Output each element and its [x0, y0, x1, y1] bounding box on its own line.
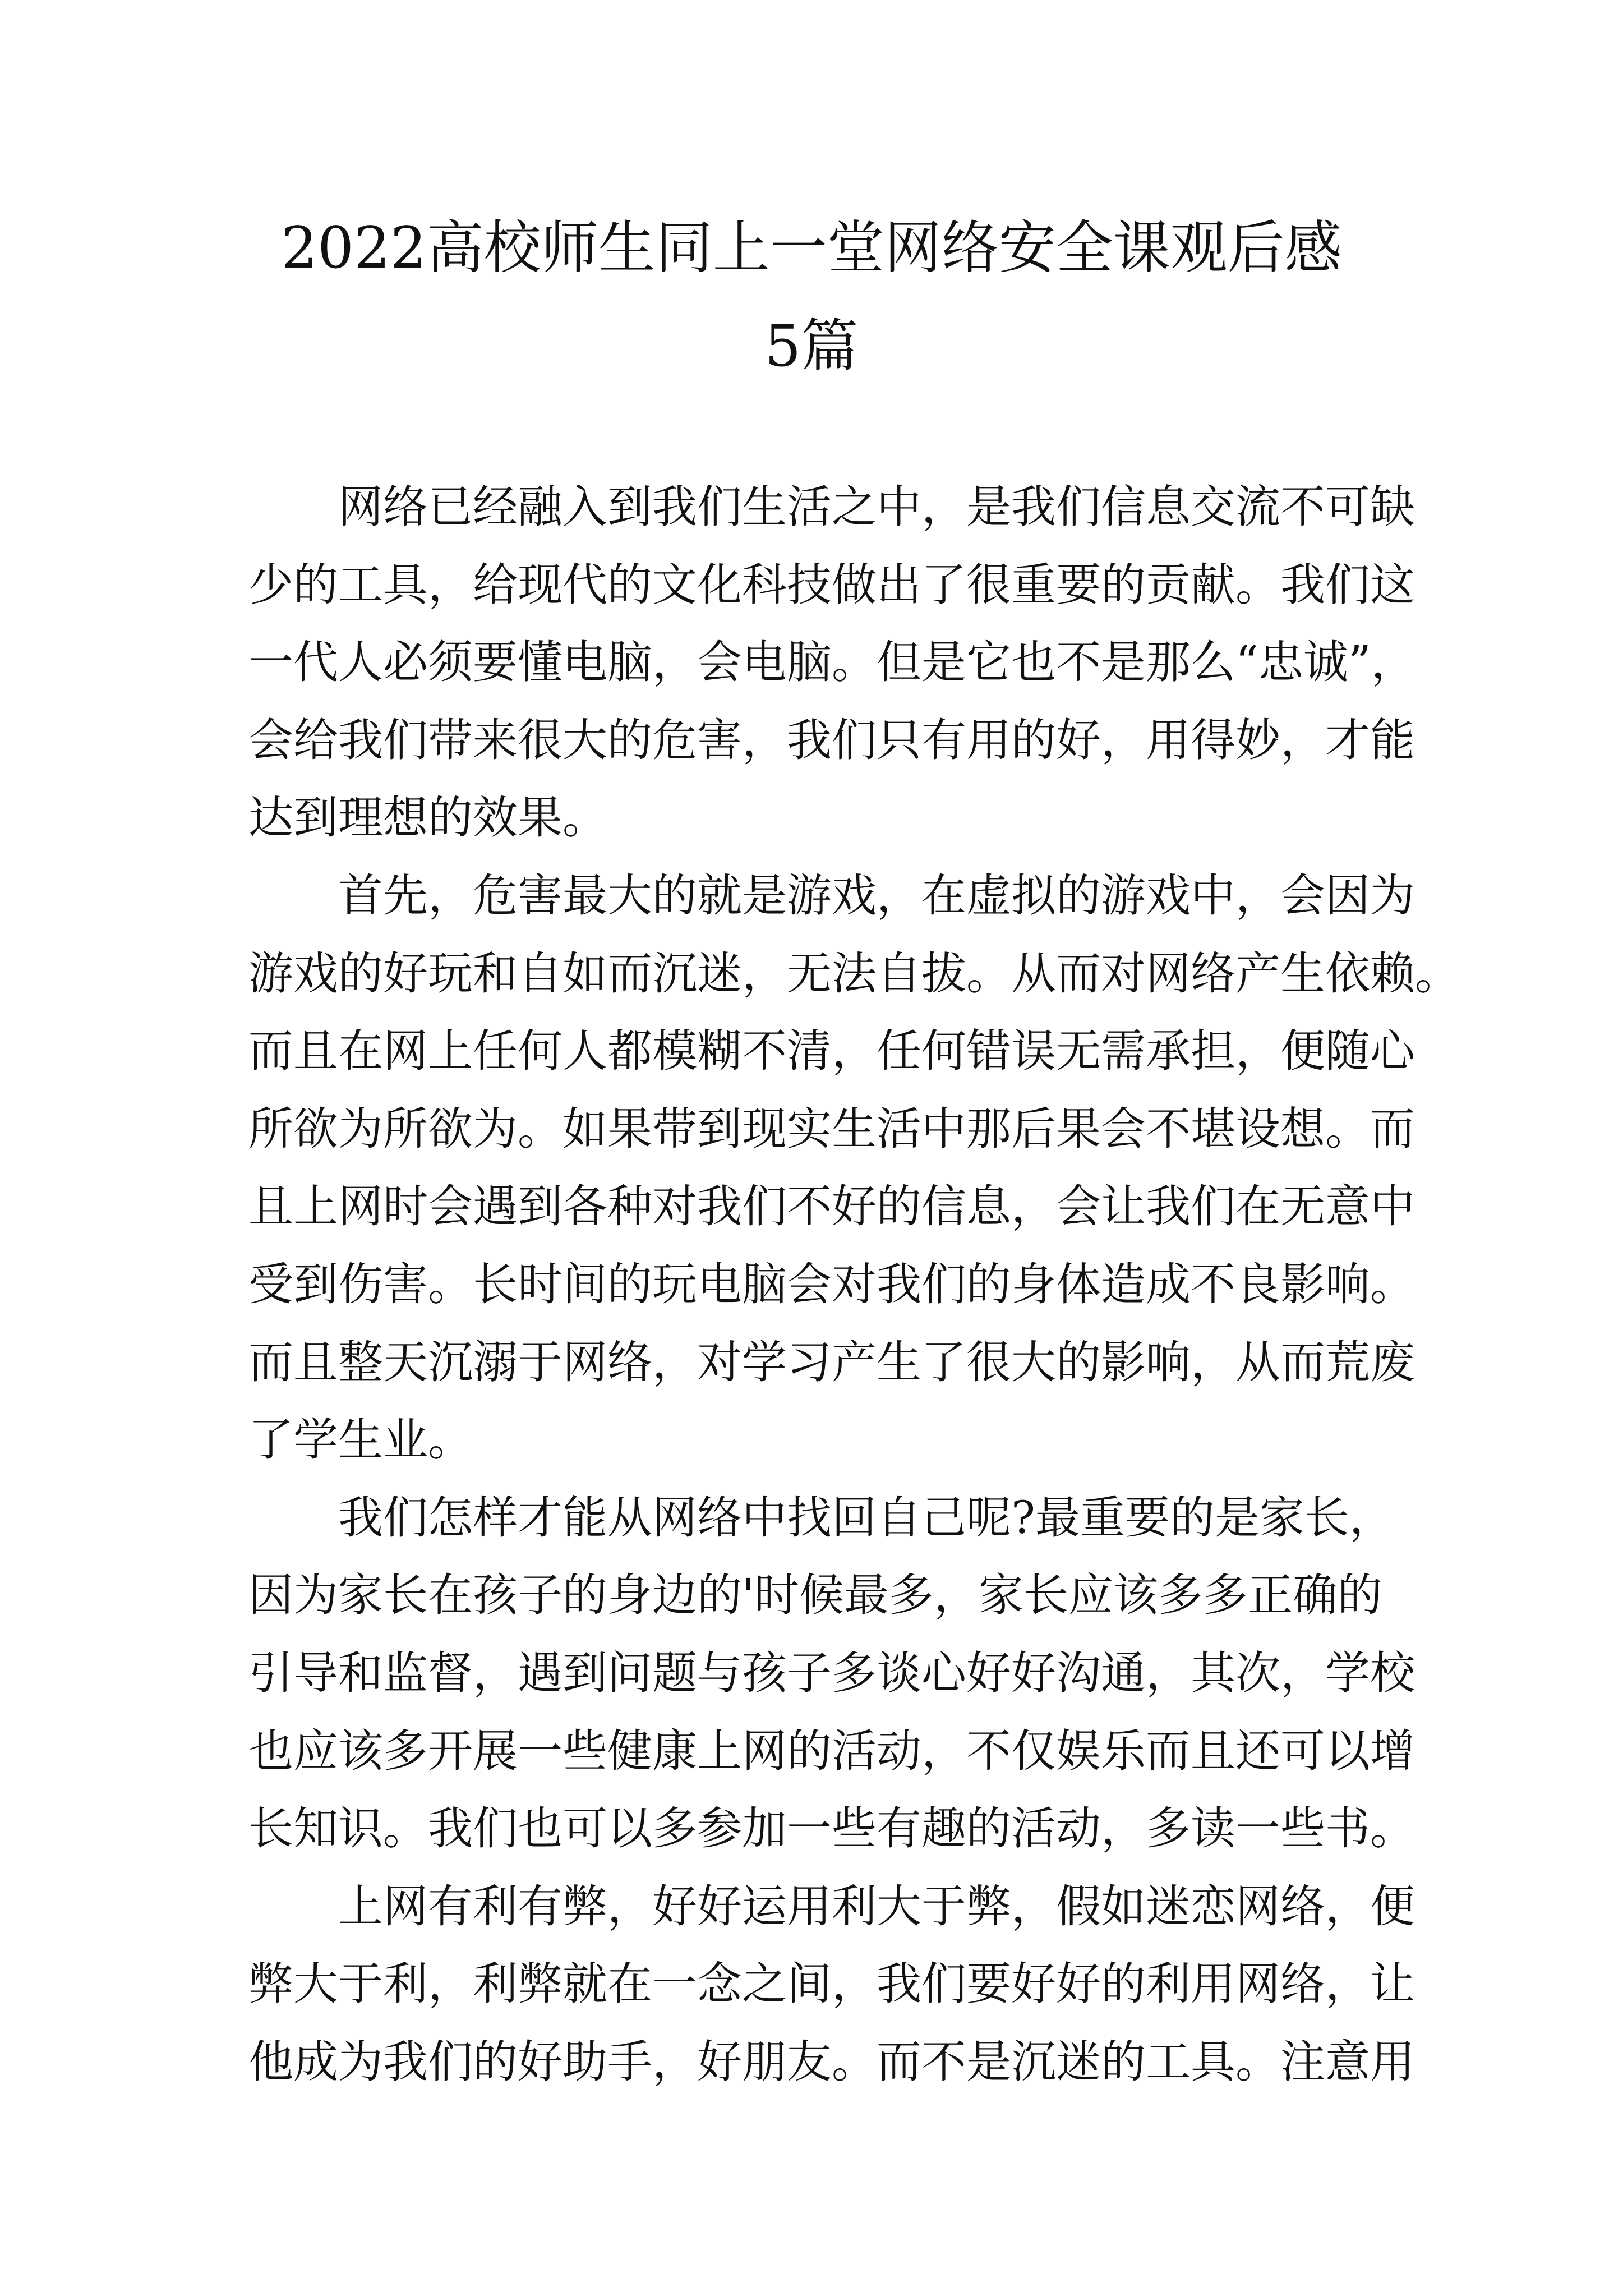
paragraph-line: 而且整天沉溺于网络，对学习产生了很大的影响，从而荒废 — [248, 1336, 1415, 1388]
paragraph-2 — [248, 857, 1460, 1479]
paragraph-line: 也应该多开展一些健康上网的活动，不仅娱乐而且还可以增 — [248, 1724, 1415, 1777]
paragraph-line: 且上网时会遇到各种对我们不好的信息，会让我们在无意中 — [248, 1180, 1415, 1233]
paragraph-line: 一代人必须要懂电脑，会电脑。但是它也不是那么“忠诚”， — [248, 636, 1416, 689]
paragraph-line: 所欲为所欲为。如果带到现实生活中那后果会不堪设想。而 — [248, 1102, 1415, 1155]
paragraph-line: 长知识。我们也可以多参加一些有趣的活动，多读一些书。 — [248, 1802, 1415, 1855]
title-line-2: 5篇 — [764, 313, 859, 380]
paragraph-4 — [248, 1868, 1415, 2101]
paragraph-line: 因为家长在孩子的身边的'时候最多，家长应该多多正确的 — [248, 1569, 1382, 1622]
paragraph-3 — [248, 1479, 1415, 1868]
document-body — [248, 468, 1460, 2101]
paragraph-line: 我们怎样才能从网络中找回自己呢?最重要的是家长， — [338, 1491, 1394, 1544]
paragraph-line: 达到理想的效果。 — [248, 792, 607, 844]
paragraph-line: 上网有利有弊，好好运用利大于弊，假如迷恋网络，便 — [338, 1880, 1415, 1932]
paragraph-line: 少的工具，给现代的文化科技做出了很重要的贡献。我们这 — [248, 558, 1415, 611]
paragraph-line: 会给我们带来很大的危害，我们只有用的好，用得妙，才能 — [248, 714, 1415, 766]
page-title — [236, 199, 1387, 395]
paragraph-line: 受到伤害。长时间的玩电脑会对我们的身体造成不良影响。 — [248, 1258, 1415, 1310]
paragraph-1 — [248, 468, 1416, 857]
paragraph-line: 引导和监督，遇到问题与孩子多谈心好好沟通，其次，学校 — [248, 1646, 1415, 1699]
paragraph-line: 网络已经融入到我们生活之中，是我们信息交流不可缺 — [338, 481, 1415, 533]
paragraph-line: 游戏的好玩和自如而沉迷，无法自拔。从而对网络产生依赖。 — [248, 947, 1460, 1000]
paragraph-line: 了学生业。 — [248, 1414, 473, 1466]
paragraph-line: 首先，危害最大的就是游戏，在虚拟的游戏中，会因为 — [338, 869, 1415, 922]
title-line-1: 2022高校师生同上一堂网络安全课观后感 — [281, 215, 1342, 282]
paragraph-line: 而且在网上任何人都模糊不清，任何错误无需承担，便随心 — [248, 1025, 1415, 1078]
paragraph-line: 他成为我们的好助手，好朋友。而不是沉迷的工具。注意用 — [248, 2035, 1415, 2088]
paragraph-line: 弊大于利，利弊就在一念之间，我们要好好的利用网络，让 — [248, 1958, 1415, 2010]
